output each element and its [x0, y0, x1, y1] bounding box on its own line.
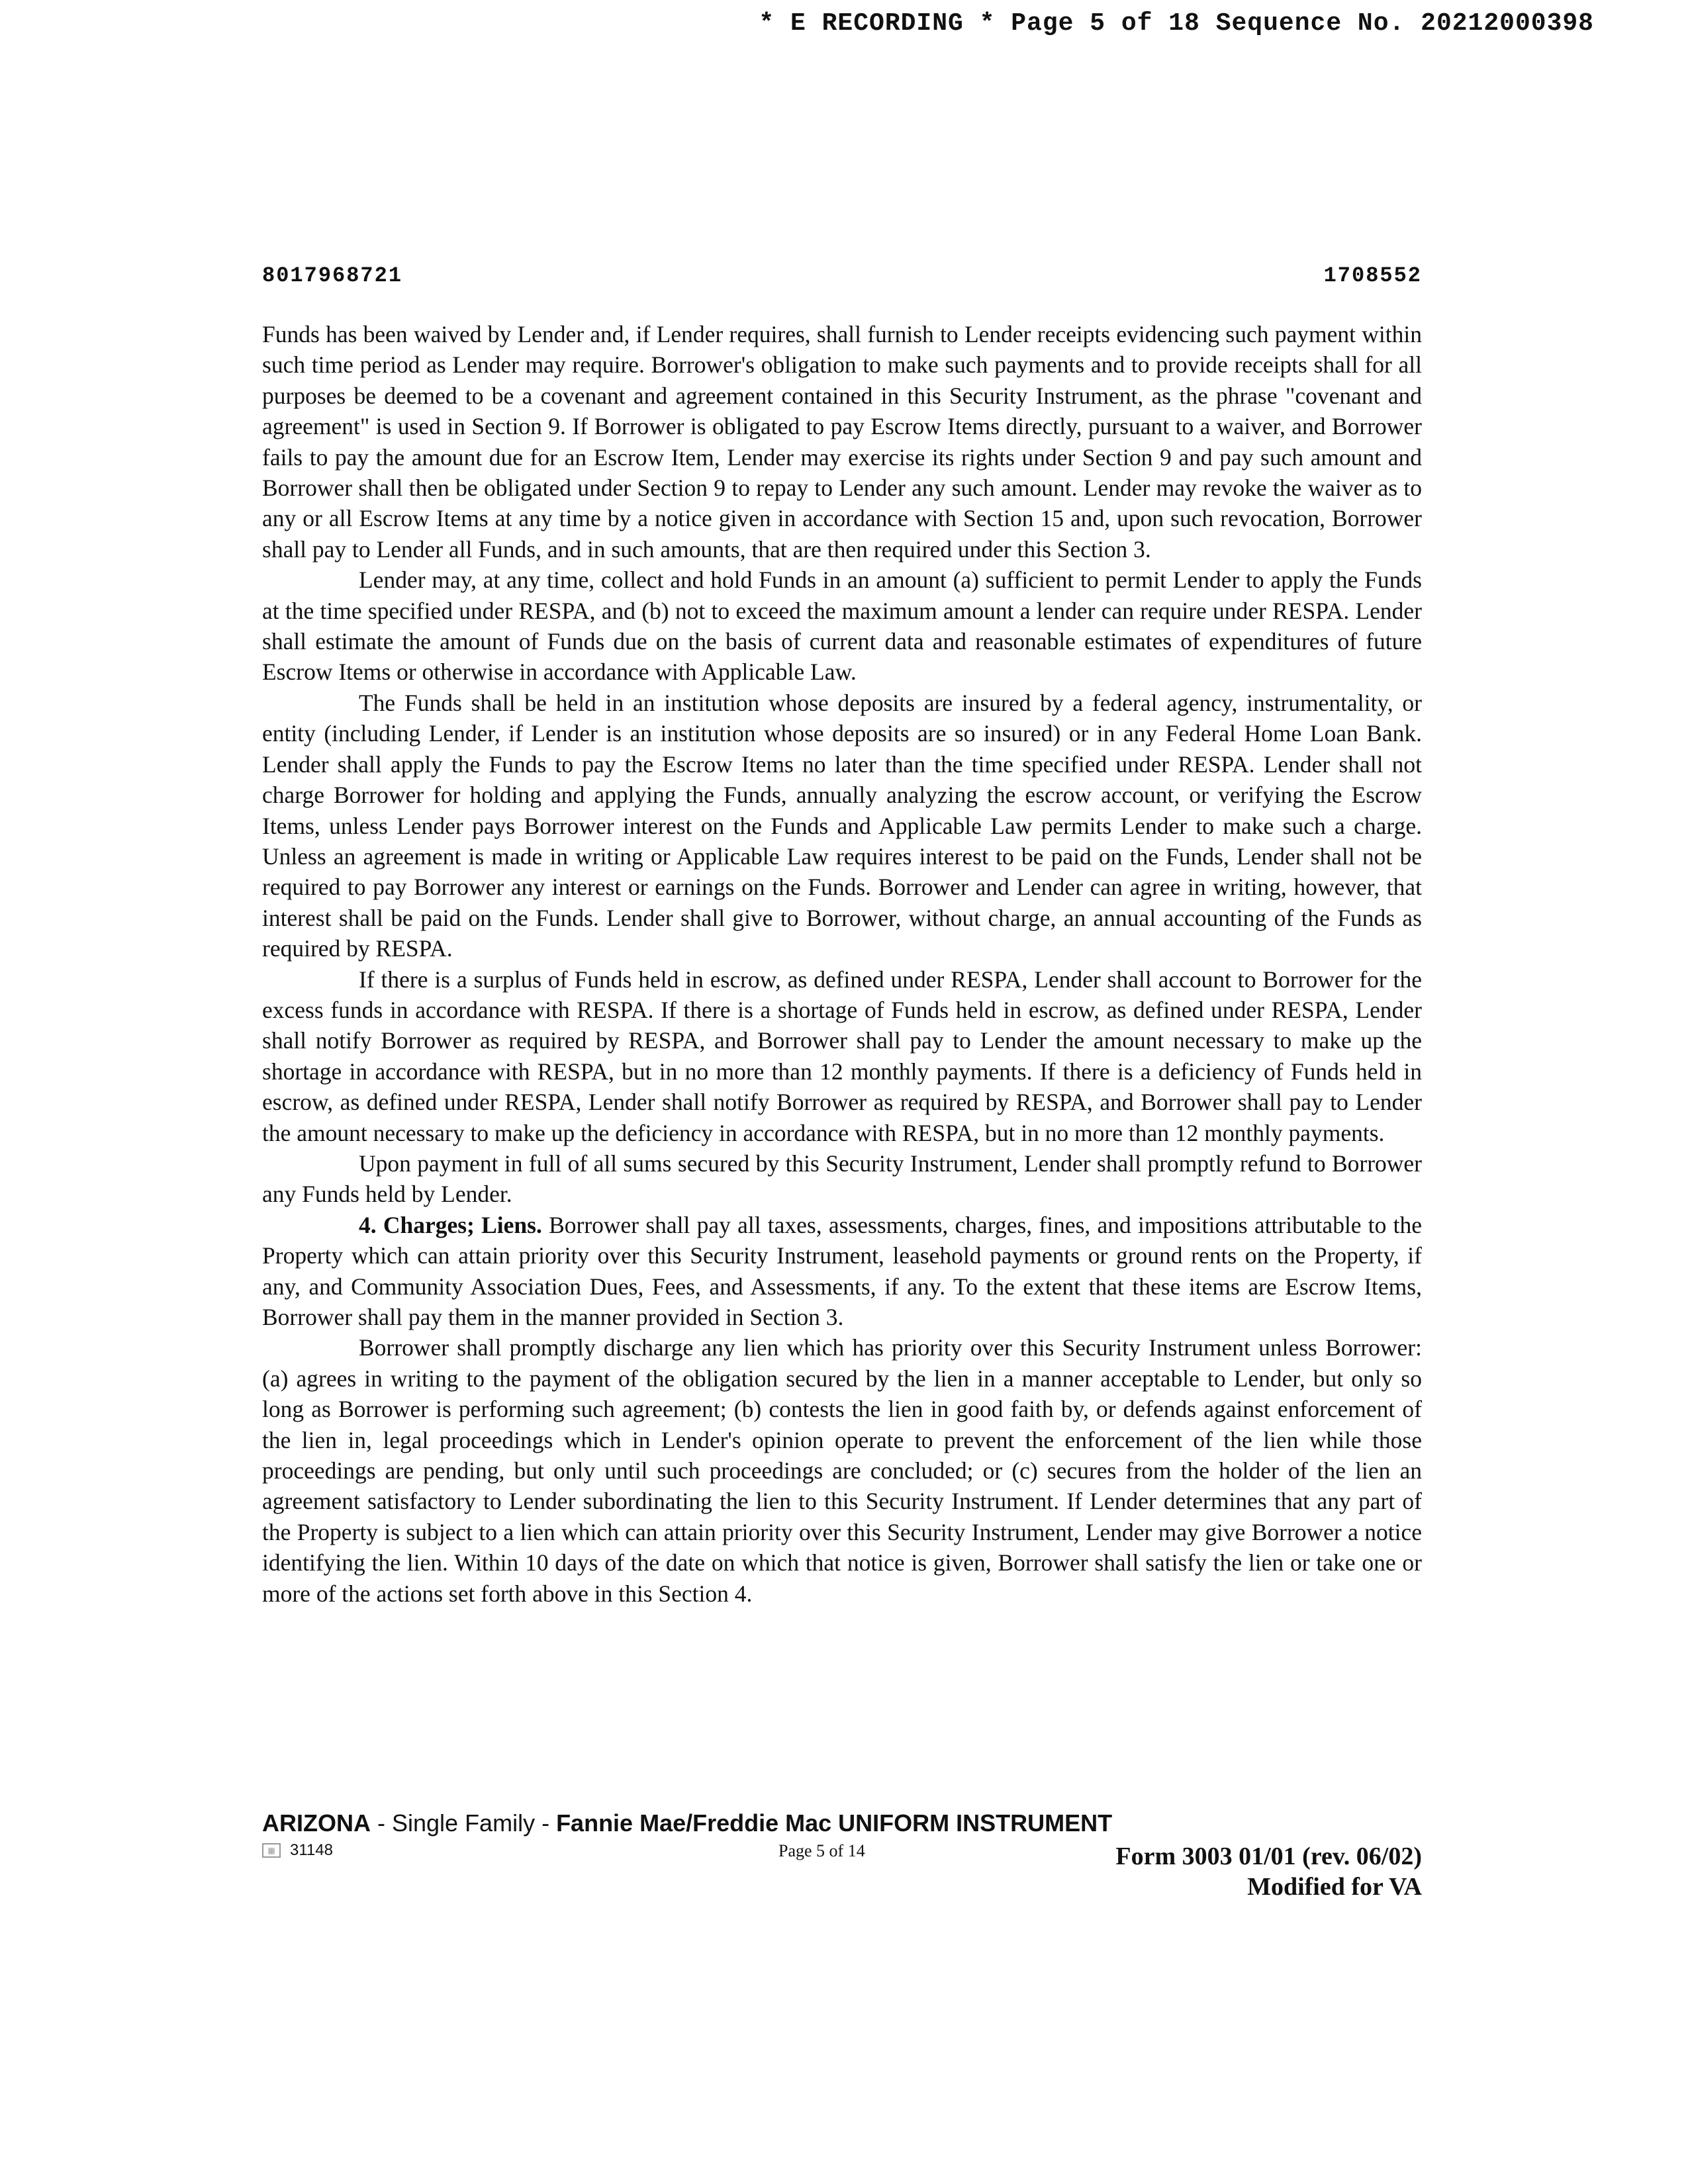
paragraph-section-4 — [262, 1210, 1422, 1333]
document-footer — [262, 1809, 1422, 1901]
loan-number: 8017968721 — [262, 263, 403, 288]
footer-page-number: Page 5 of 14 — [778, 1841, 865, 1860]
paragraph-refund: Upon payment in full of all sums secured by this Security Instrument, Lender shall promptly refund to Borrower any Funds held by Lender. — [262, 1150, 1422, 1208]
footer-modified: Modified for VA — [1247, 1873, 1422, 1901]
paragraph-funds-held: The Funds shall be held in an institution whose deposits are insured by a federal agency, instrumentality, or entity (including Lender, if Lender is an institution whose deposits are so insured) or in any Federal Home Loan Bank. Lender shall apply the Funds to pay the Escrow Items no later than the time specified under RESPA. Lender shall not charge Borrower for holding and applying the Funds, annually analyzing the escrow account, or verifying the Escrow Items, unless Lender pays Borrower interest on the Funds and Applicable Law permits Lender to make such a charge. Unless an agreement is made in writing or Applicable Law requires interest to be paid on the Funds, Lender shall not be required to pay Borrower any interest or earnings on the Funds. Borrower and Lender can agree in writing, however, that interest shall be paid on the Funds. Lender shall give to Borrower, without charge, an annual accounting of the Funds as required by RESPA. — [262, 689, 1422, 962]
document-id-row — [262, 263, 1422, 288]
footer-instrument: Fannie Mae/Freddie Mac UNIFORM INSTRUMENT — [556, 1809, 1113, 1837]
footer-form-number — [1115, 1841, 1422, 1902]
footer-code — [262, 1841, 333, 1860]
footer-code-number: 31148 — [290, 1841, 333, 1859]
paragraph-collect-funds: Lender may, at any time, collect and hold Funds in an amount (a) sufficient to permit Lender to apply the Funds at the time specified under RESPA, and (b) not to exceed the maximum amount a lender can require under RESPA. Lender shall estimate the amount of Funds due on the basis of current data and reasonable estimates of expenditures of future Escrow Items or otherwise in accordance with Applicable Law. — [262, 567, 1422, 686]
footer-form-id: Form 3003 01/01 (rev. 06/02) — [1115, 1843, 1422, 1870]
section-4-heading: 4. Charges; Liens. — [359, 1211, 542, 1238]
footer-form-line — [262, 1841, 1422, 1901]
paragraph-discharge-lien: Borrower shall promptly discharge any lien which has priority over this Security Instrument unless Borrower: (a) agrees in writing to the payment of the obligation secured by the lien in a manner acceptable to Lender, but only so long as Borrower is performing such agreement; (b) contests the lien in good faith by, or defends against enforcement of the lien in, legal proceedings which in Lender's opinion operate to prevent the enforcement of the lien while those proceedings are pending, but only until such proceedings are concluded; or (c) secures from the holder of the lien an agreement satisfactory to Lender subordinating the lien to this Security Instrument. If Lender determines that any part of the Property is subject to a lien which can attain priority over this Security Instrument, Lender may give Borrower a notice identifying the lien. Within 10 days of the date on which that notice is given, Borrower shall satisfy the lien or take one or more of the actions set forth above in this Section 4. — [262, 1334, 1422, 1607]
reference-number: 1708552 — [1323, 263, 1422, 288]
footer-separator: - Single Family - — [371, 1809, 557, 1837]
footer-state: ARIZONA — [262, 1809, 371, 1837]
recording-header: * E RECORDING * Page 5 of 18 Sequence No. 20212000398 — [759, 9, 1594, 38]
paragraph-funds-waived: Funds has been waived by Lender and, if Lender requires, shall furnish to Lender receipts evidencing such payment within such time period as Lender may require. Borrower's obligation to make such payments and to provide receipts shall for all purposes be deemed to be a covenant and agreement contained in this Security Instrument, as the phrase "covenant and agreement" is used in Section 9. If Borrower is obligated to pay Escrow Items directly, pursuant to a waiver, and Borrower fails to pay the amount due for an Escrow Item, Lender may exercise its rights under Section 9 and pay such amount and Borrower shall then be obligated under Section 9 to repay to Lender any such amount. Lender may revoke the waiver as to any or all Escrow Items at any time by a notice given in accordance with Section 15 and, upon such revocation, Borrower shall pay to Lender all Funds, and in such amounts, that are then required under this Section 3. — [262, 321, 1422, 563]
footer-instrument-line — [262, 1809, 1422, 1837]
section-4-text: Borrower shall pay all taxes, assessments, charges, fines, and impositions attributable to the Property which can attain priority over this Security Instrument, leasehold payments or ground rents on the Property, if any, and Community Association Dues, Fees, and Assessments, if any. To the extent that these items are Escrow Items, Borrower shall pay them in the manner provided in Section 3. — [262, 1211, 1422, 1330]
form-logo-icon: ▦ — [262, 1843, 281, 1858]
document-body — [262, 319, 1422, 1609]
paragraph-surplus: If there is a surplus of Funds held in escrow, as defined under RESPA, Lender shall account to Borrower for the excess funds in accordance with RESPA. If there is a shortage of Funds held in escrow, as defined under RESPA, Lender shall notify Borrower as required by RESPA, and Borrower shall pay to Lender the amount necessary to make up the shortage in accordance with RESPA, but in no more than 12 monthly payments. If there is a deficiency of Funds held in escrow, as defined under RESPA, Lender shall notify Borrower as required by RESPA, and Borrower shall pay to Lender the amount necessary to make up the deficiency in accordance with RESPA, but in no more than 12 monthly payments. — [262, 966, 1422, 1146]
